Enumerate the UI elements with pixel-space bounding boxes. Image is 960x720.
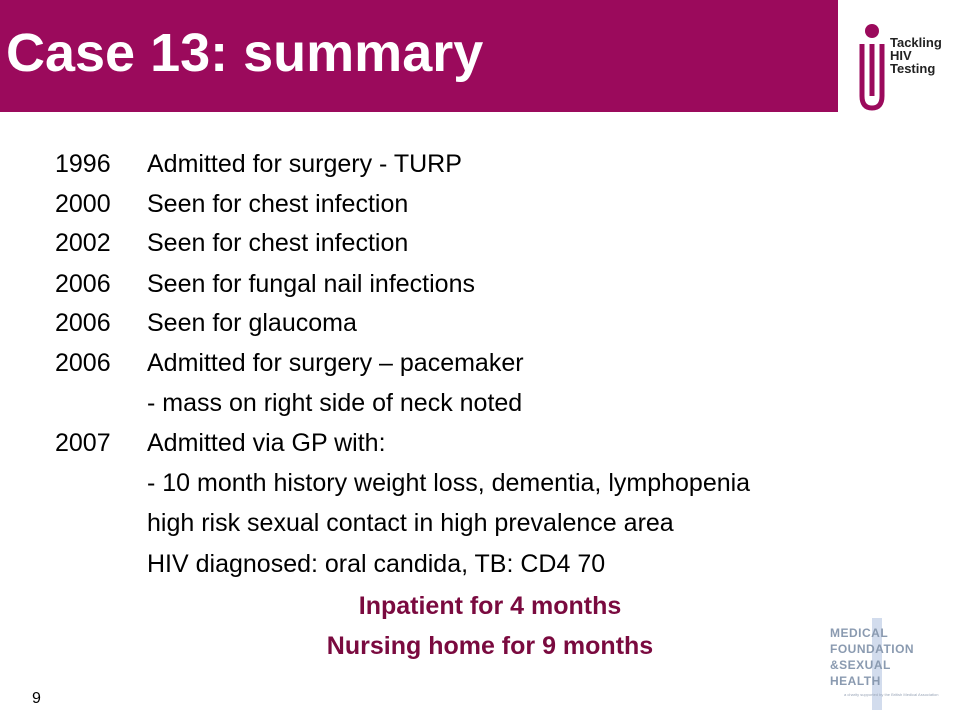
year: 2000 [55,190,111,218]
mfsh-line-4: HEALTH [830,674,881,688]
mfsh-line-1: MEDICAL [830,626,889,640]
event: - 10 month history weight loss, dementia, lymphopenia [147,469,751,497]
timeline-row [0,389,960,425]
medical-foundation-sexual-health-logo [830,618,940,710]
year: 2006 [55,309,111,337]
logo-line-1: Tackling [890,35,942,50]
event: HIV diagnosed: oral candida, TB: CD4 70 [147,550,606,578]
tackling-hiv-testing-logo [842,0,960,128]
event: Seen for fungal nail infections [147,270,475,298]
event: Seen for chest infection [147,190,409,218]
event: - mass on right side of neck noted [147,389,523,417]
year: 2007 [55,429,111,457]
mfsh-line-2: FOUNDATION [830,642,915,656]
timeline-row [0,429,960,465]
event: Seen for glaucoma [147,309,357,337]
event: Admitted for surgery – pacemaker [147,349,524,377]
inpatient-highlight: Inpatient for 4 months [358,592,622,620]
timeline-row [0,509,960,545]
page-number: 9 [32,690,41,707]
event: Admitted via GP with: [147,429,386,457]
timeline-row [0,469,960,505]
timeline-row [0,190,960,226]
year: 1996 [55,150,111,178]
event: high risk sexual contact in high prevalence area [147,509,674,537]
mfsh-tagline: a charity supported by the British Medical Association [844,692,939,697]
logo-line-3: Testing [890,61,936,76]
timeline-row [0,309,960,345]
event: Admitted for surgery - TURP [147,150,462,178]
timeline-row [0,229,960,265]
year: 2006 [55,270,111,298]
event: Seen for chest infection [147,229,409,257]
timeline-row [0,550,960,586]
year: 2006 [55,349,111,377]
timeline-row [0,270,960,306]
title-bar [0,0,838,112]
slide-title: Case 13: summary [6,23,484,83]
timeline-row [0,150,960,186]
logo-text [890,36,942,75]
nursing-home-highlight: Nursing home for 9 months [326,632,654,660]
ribbon-figure-icon [856,22,892,112]
year: 2002 [55,229,111,257]
mfsh-line-3: &SEXUAL [830,658,891,672]
timeline-row [0,349,960,385]
logo-line-2: HIV [890,48,912,63]
